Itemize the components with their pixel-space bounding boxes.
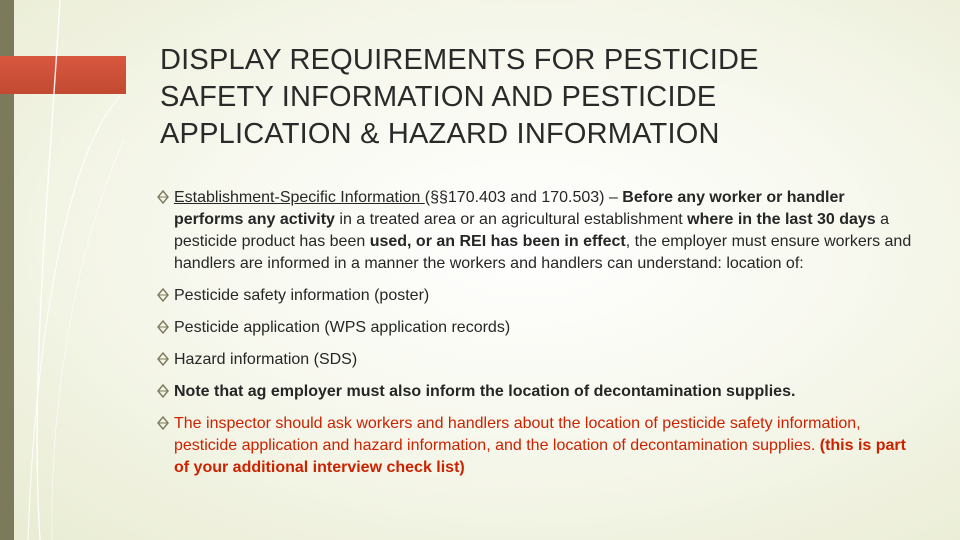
diamond-outline-icon: [156, 350, 170, 368]
list-item: [156, 413, 916, 479]
establishment-info-link[interactable]: Establishment-Specific Information: [174, 189, 425, 206]
body-text-2: a pesticide product has been: [174, 211, 890, 250]
citation-text: (§§170.403 and 170.503) –: [424, 189, 623, 206]
list-item: [156, 317, 916, 339]
item-hazard-info: Hazard information (SDS): [174, 351, 358, 368]
body-text-3: , the employer must ensure workers and handlers are informed in a manner the workers and handlers can understand: location of:: [174, 233, 912, 272]
bold-text-1: Before any worker or handler performs any activity: [174, 189, 845, 228]
slide-body: [156, 187, 916, 488]
diamond-outline-icon: [156, 286, 170, 304]
item-safety-poster: Pesticide safety information (poster): [174, 287, 430, 304]
title-line-3: APPLICATION & HAZARD INFORMATION: [160, 118, 720, 150]
list-item: [156, 381, 916, 403]
title-line-2: SAFETY INFORMATION AND PESTICIDE: [160, 81, 717, 113]
decorative-curves: [0, 0, 140, 540]
decontamination-note: Note that ag employer must also inform the location of decontamination supplies.: [174, 383, 796, 400]
list-item: [156, 349, 916, 371]
inspector-text: The inspector should ask workers and handlers about the location of pesticide safety information, pesticide application and hazard information, and the location of decontamination supplies.: [174, 415, 861, 454]
bold-text-2: where in the last 30 days: [687, 211, 876, 228]
diamond-outline-icon: [156, 382, 170, 400]
diamond-outline-icon: [156, 188, 170, 206]
slide-title: [160, 42, 880, 153]
diamond-outline-icon: [156, 318, 170, 336]
diamond-outline-icon: [156, 414, 170, 432]
title-line-1: DISPLAY REQUIREMENTS FOR PESTICIDE: [160, 44, 759, 76]
list-item: [156, 187, 916, 275]
inspector-bold-text: (this is part of your additional interview check list): [174, 437, 906, 476]
body-text-1: in a treated area or an agricultural establishment: [334, 211, 688, 228]
item-application-records: Pesticide application (WPS application records): [174, 319, 511, 336]
list-item: [156, 285, 916, 307]
bold-text-3: used, or an REI has been in effect: [369, 233, 626, 250]
